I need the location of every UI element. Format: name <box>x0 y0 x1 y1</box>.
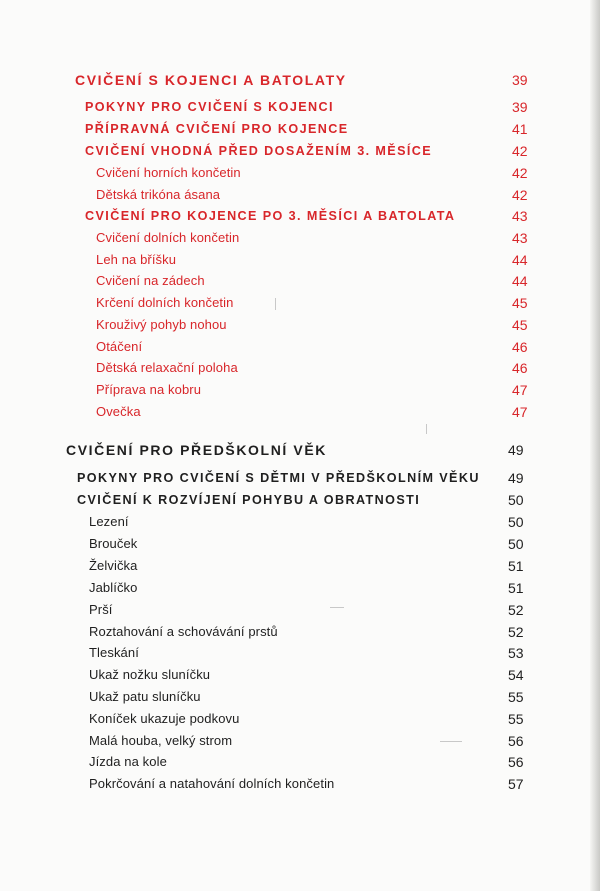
entry-title: Tleskání <box>89 645 139 660</box>
toc-entry[interactable] <box>0 163 600 183</box>
entry-title: Dětská trikóna ásana <box>96 187 221 202</box>
scan-speck <box>275 298 276 310</box>
entry-title: Pokrčování a natahování dolních končetin <box>89 776 335 791</box>
entry-title: Otáčení <box>96 339 143 354</box>
page-number: 52 <box>508 624 524 640</box>
entry-title: Želvička <box>89 558 138 573</box>
page-number: 50 <box>508 536 524 552</box>
page-number: 44 <box>512 252 528 268</box>
toc-group-heading[interactable] <box>0 206 600 226</box>
page-number: 49 <box>508 442 524 458</box>
toc-entry[interactable] <box>0 358 600 378</box>
toc-group-heading[interactable] <box>0 490 600 510</box>
page-number: 55 <box>508 689 524 705</box>
toc-entry[interactable] <box>0 774 600 794</box>
entry-title: Prší <box>89 602 113 617</box>
page-number: 39 <box>512 99 528 115</box>
toc-entry[interactable] <box>0 250 600 270</box>
entry-title: Malá houba, velký strom <box>89 733 233 748</box>
page-number: 44 <box>512 273 528 289</box>
page-number: 42 <box>512 143 528 159</box>
toc-entry[interactable] <box>0 337 600 357</box>
entry-title: Krouživý pohyb nohou <box>96 317 227 332</box>
page-number: 50 <box>508 492 524 508</box>
page-number: 43 <box>512 230 528 246</box>
toc-entry[interactable] <box>0 709 600 729</box>
scan-speck <box>440 741 462 742</box>
toc-entry[interactable] <box>0 731 600 751</box>
entry-title: Roztahování a schovávání prstů <box>89 624 278 639</box>
entry-title: Cvičení horních končetin <box>96 165 241 180</box>
group-title: POKYNY PRO CVIČENÍ S DĚTMI V PŘEDŠKOLNÍM VĚKU <box>77 471 480 485</box>
page-number: 49 <box>508 470 524 486</box>
page-number: 42 <box>512 187 528 203</box>
page-number: 41 <box>512 121 528 137</box>
toc-entry[interactable] <box>0 315 600 335</box>
toc-entry[interactable] <box>0 687 600 707</box>
page-number: 54 <box>508 667 524 683</box>
entry-title: Dětská relaxační poloha <box>96 360 238 375</box>
toc-group-heading[interactable] <box>0 468 600 488</box>
toc-entry[interactable] <box>0 228 600 248</box>
page-number: 51 <box>508 558 524 574</box>
toc-entry[interactable] <box>0 293 600 313</box>
section-title: CVIČENÍ S KOJENCI A BATOLATY <box>75 72 347 88</box>
toc-entry[interactable] <box>0 600 600 620</box>
toc-group-heading[interactable] <box>0 97 600 117</box>
toc-entry[interactable] <box>0 752 600 772</box>
toc-entry[interactable] <box>0 578 600 598</box>
entry-title: Leh na bříšku <box>96 252 177 267</box>
page-number: 50 <box>508 514 524 530</box>
toc-entry[interactable] <box>0 271 600 291</box>
page-number: 53 <box>508 645 524 661</box>
toc-entry[interactable] <box>0 534 600 554</box>
toc-section-heading[interactable] <box>0 440 600 460</box>
toc-entry[interactable] <box>0 402 600 422</box>
entry-title: Cvičení na zádech <box>96 273 205 288</box>
page-number: 57 <box>508 776 524 792</box>
toc-entry[interactable] <box>0 665 600 685</box>
page-number: 55 <box>508 711 524 727</box>
entry-title: Ukaž nožku sluníčku <box>89 667 211 682</box>
page-number: 45 <box>512 295 528 311</box>
page-number: 45 <box>512 317 528 333</box>
page-number: 46 <box>512 360 528 376</box>
toc-entry[interactable] <box>0 643 600 663</box>
entry-title: Jablíčko <box>89 580 138 595</box>
group-title: POKYNY PRO CVIČENÍ S KOJENCI <box>85 100 334 114</box>
toc-section-heading[interactable] <box>0 70 600 90</box>
page-number: 42 <box>512 165 528 181</box>
page-number: 43 <box>512 208 528 224</box>
group-title: CVIČENÍ PRO KOJENCE PO 3. MĚSÍCI A BATOLATA <box>85 209 456 223</box>
entry-title: Jízda na kole <box>89 754 167 769</box>
page-number: 47 <box>512 382 528 398</box>
entry-title: Ovečka <box>96 404 141 419</box>
section-title: CVIČENÍ PRO PŘEDŠKOLNÍ VĚK <box>66 442 327 458</box>
toc-entry[interactable] <box>0 380 600 400</box>
toc-entry[interactable] <box>0 556 600 576</box>
group-title: CVIČENÍ VHODNÁ PŘED DOSAŽENÍM 3. MĚSÍCE <box>85 144 433 158</box>
page-number: 51 <box>508 580 524 596</box>
toc-entry[interactable] <box>0 622 600 642</box>
entry-title: Krčení dolních končetin <box>96 295 234 310</box>
entry-title: Ukaž patu sluníčku <box>89 689 201 704</box>
entry-title: Příprava na kobru <box>96 382 202 397</box>
page-number: 56 <box>508 754 524 770</box>
entry-title: Lezení <box>89 514 129 529</box>
page-number: 52 <box>508 602 524 618</box>
group-title: PŘÍPRAVNÁ CVIČENÍ PRO KOJENCE <box>85 122 349 136</box>
entry-title: Cvičení dolních končetin <box>96 230 240 245</box>
page-number: 56 <box>508 733 524 749</box>
scan-speck <box>330 607 344 608</box>
entry-title: Koníček ukazuje podkovu <box>89 711 240 726</box>
toc-group-heading[interactable] <box>0 119 600 139</box>
toc-entry[interactable] <box>0 185 600 205</box>
toc-entry[interactable] <box>0 512 600 532</box>
page-number: 47 <box>512 404 528 420</box>
entry-title: Brouček <box>89 536 138 551</box>
page-number: 39 <box>512 72 528 88</box>
toc-group-heading[interactable] <box>0 141 600 161</box>
scan-speck <box>426 424 427 434</box>
group-title: CVIČENÍ K ROZVÍJENÍ POHYBU A OBRATNOSTI <box>77 493 421 507</box>
page-number: 46 <box>512 339 528 355</box>
